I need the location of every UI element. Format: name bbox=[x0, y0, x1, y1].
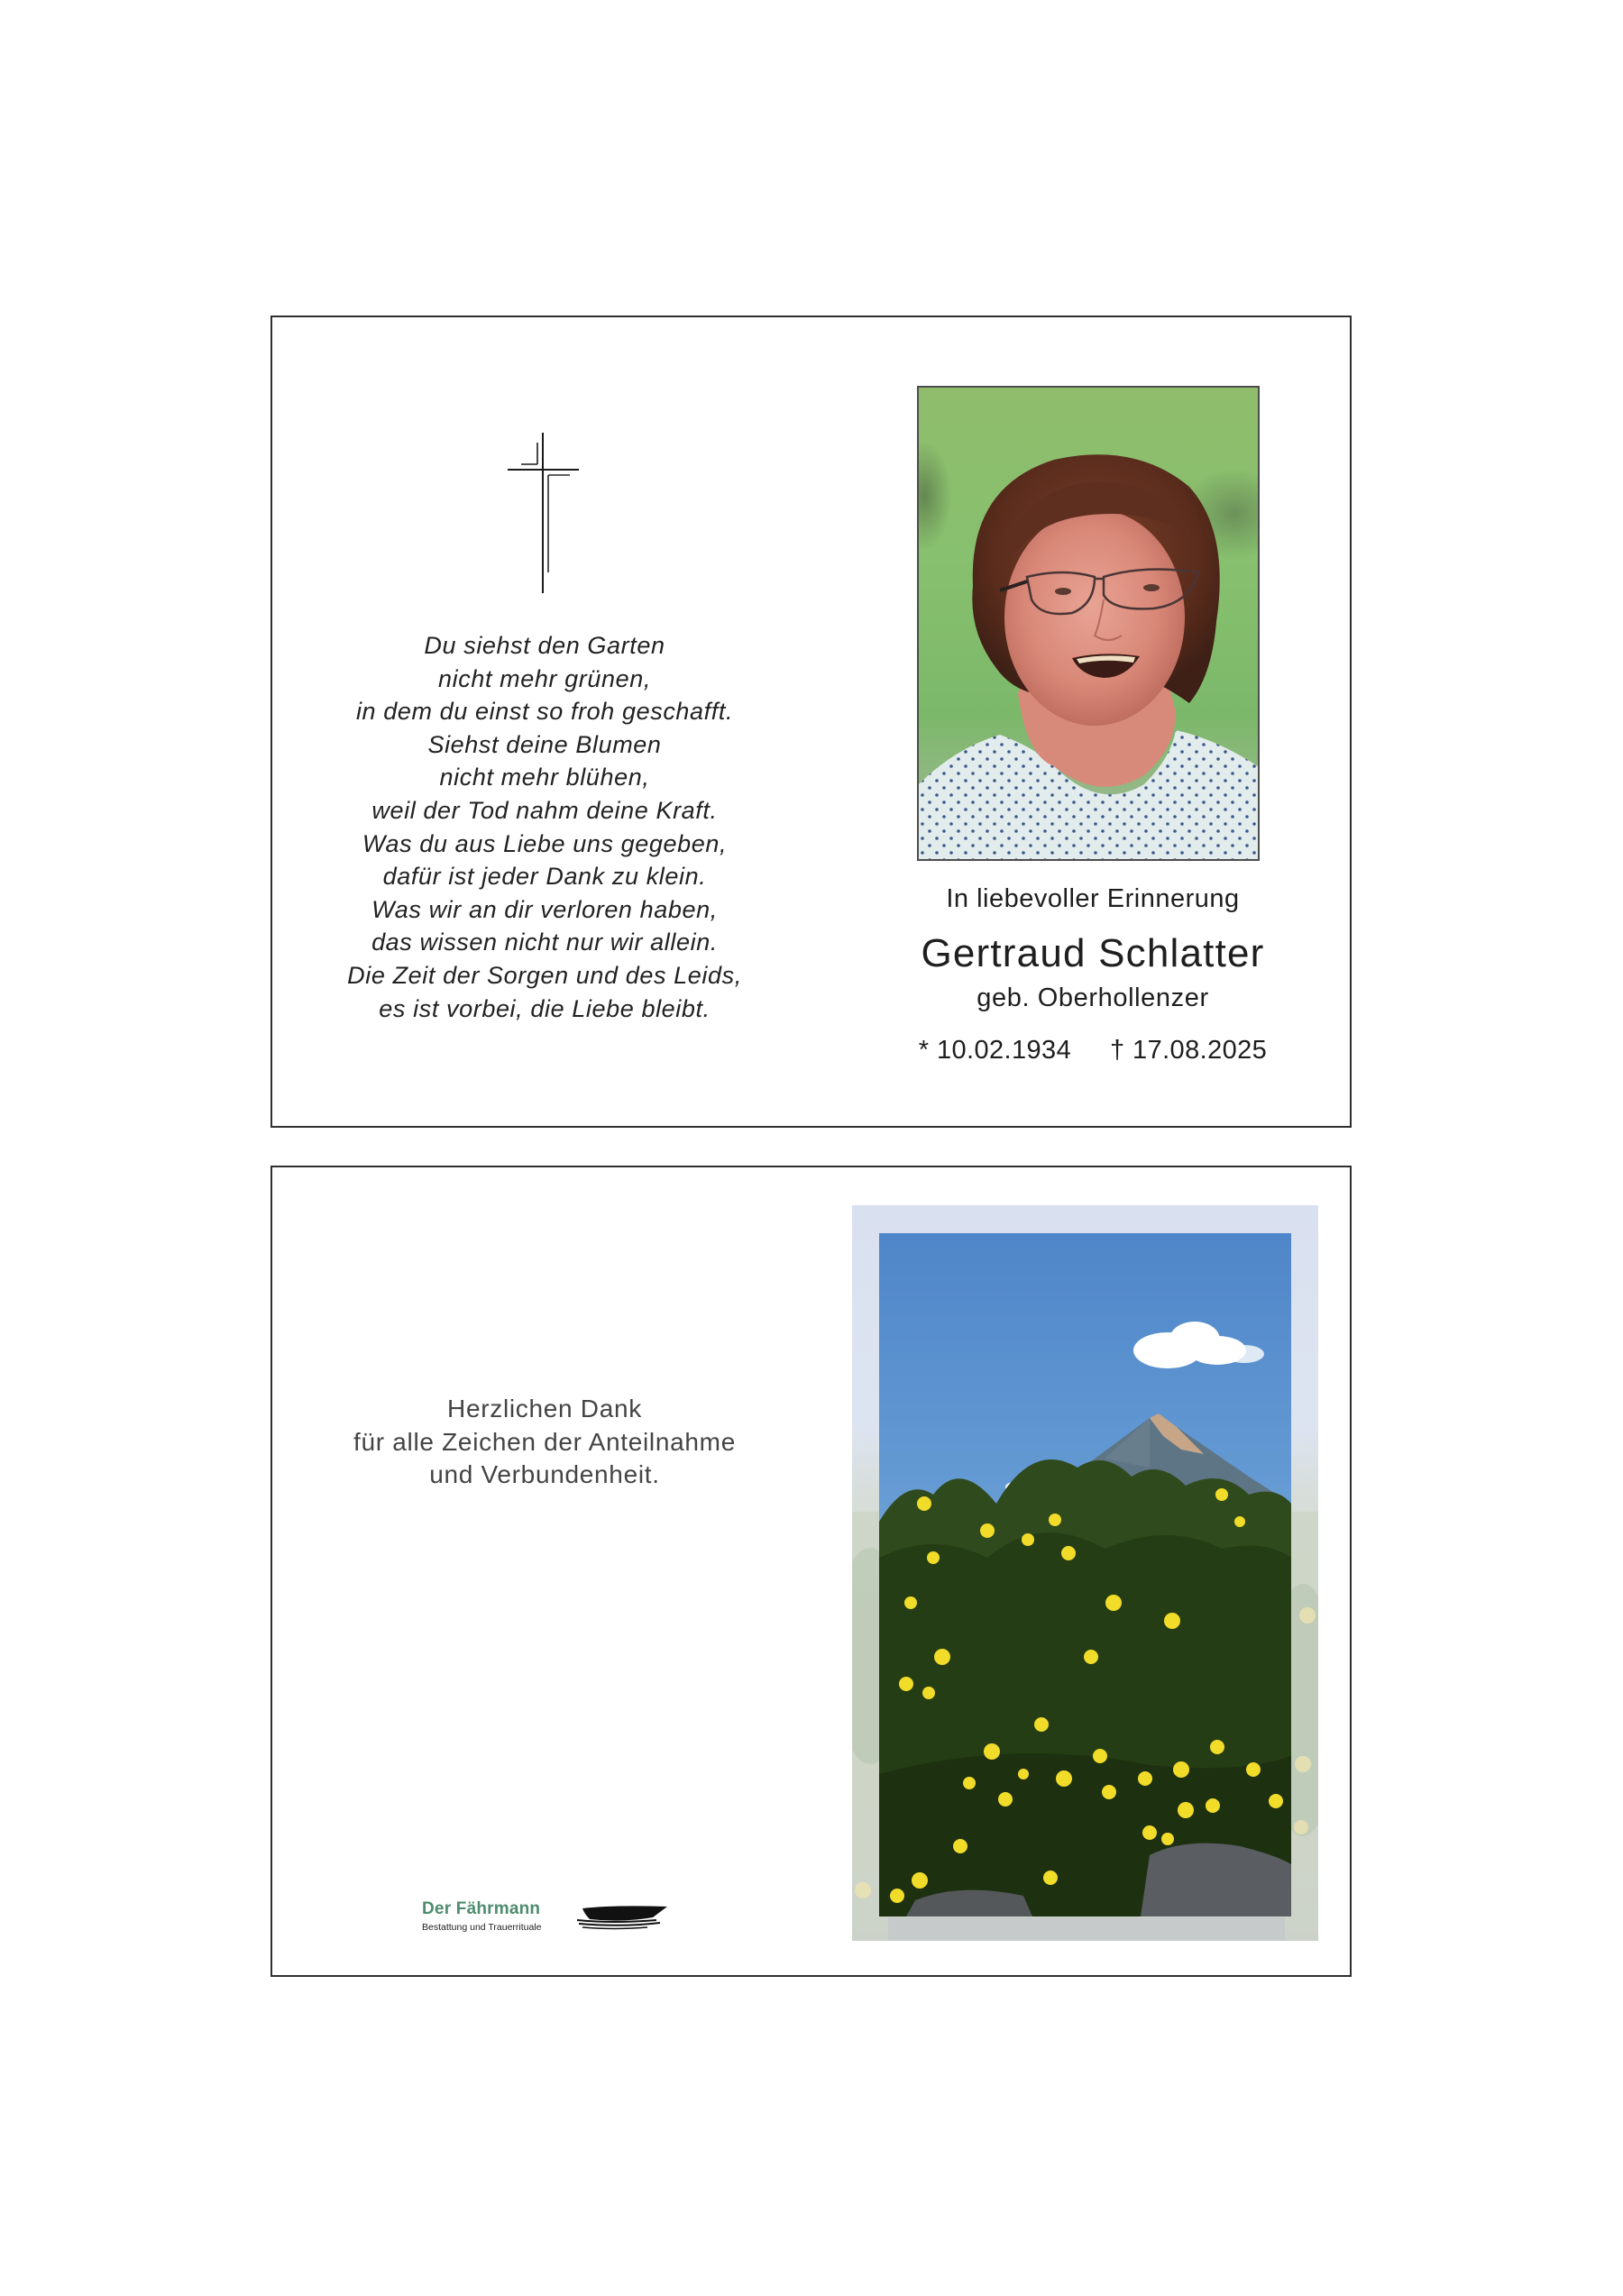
logo-subtitle: Bestattung und Trauerrituale bbox=[422, 1922, 542, 1933]
poem-line: Was wir an dir verloren haben, bbox=[371, 895, 718, 923]
poem-line: Was du aus Liebe uns gegeben, bbox=[362, 829, 728, 857]
birth-date: 10.02.1934 bbox=[936, 1036, 1072, 1065]
thank-you-message bbox=[317, 1393, 772, 1492]
birth-icon: * bbox=[918, 1036, 930, 1065]
latin-cross-icon bbox=[505, 431, 582, 597]
memorial-poem bbox=[317, 629, 772, 1025]
thanks-line: für alle Zeichen der Anteilnahme bbox=[353, 1427, 736, 1456]
boat-icon bbox=[577, 1903, 671, 1932]
thanks-line: Herzlichen Dank bbox=[447, 1395, 642, 1422]
poem-line: das wissen nicht nur wir allein. bbox=[371, 928, 718, 956]
poem-line: nicht mehr blühen, bbox=[439, 764, 650, 791]
poem-line: es ist vorbei, die Liebe bleibt. bbox=[379, 994, 711, 1022]
poem-line: in dem du einst so froh geschafft. bbox=[355, 698, 734, 726]
landscape-photo-frame bbox=[852, 1205, 1318, 1941]
memorial-card-back bbox=[270, 1166, 1352, 1977]
poem-line: Siehst deine Blumen bbox=[427, 730, 662, 758]
poem-line: dafür ist jeder Dank zu klein. bbox=[382, 863, 707, 891]
deceased-name: Gertraud Schlatter bbox=[921, 931, 1265, 975]
death-cross-icon: † bbox=[1110, 1036, 1125, 1065]
portrait-photo bbox=[917, 386, 1260, 861]
death-date: 17.08.2025 bbox=[1132, 1036, 1268, 1065]
poem-line: weil der Tod nahm deine Kraft. bbox=[371, 796, 718, 824]
funeral-home-logo bbox=[422, 1899, 692, 1937]
maiden-name: geb. Oberhollenzer bbox=[977, 983, 1209, 1012]
logo-title: Der Fährmann bbox=[422, 1899, 541, 1918]
poem-line: Du siehst den Garten bbox=[424, 632, 665, 659]
memorial-intro: In liebevoller Erinnerung bbox=[946, 884, 1240, 913]
poem-line: nicht mehr grünen, bbox=[438, 664, 651, 692]
life-dates bbox=[894, 1034, 1291, 1066]
memorial-card-front bbox=[270, 316, 1352, 1128]
poem-line: Die Zeit der Sorgen und des Leids, bbox=[347, 961, 742, 989]
landscape-photo bbox=[879, 1233, 1291, 1916]
thanks-line: und Verbundenheit. bbox=[429, 1460, 660, 1488]
